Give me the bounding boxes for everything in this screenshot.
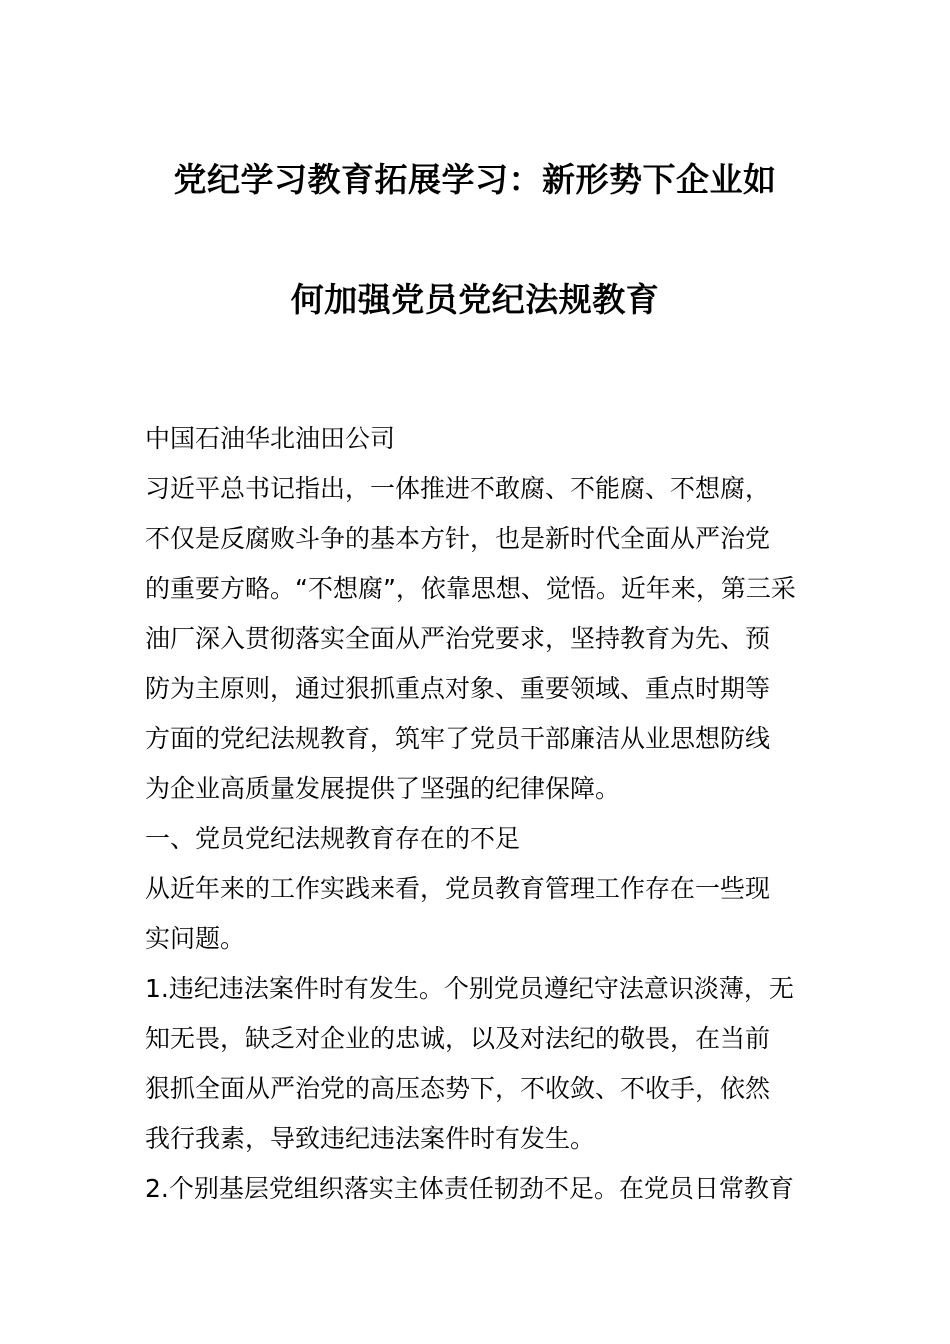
paragraph-line: 油厂深入贯彻落实全面从严治党要求，坚持教育为先、预 — [145, 624, 771, 653]
paragraph-line: 我行我素，导致违纪违法案件时有发生。 — [145, 1124, 596, 1153]
paragraph-line: 知无畏，缺乏对企业的忠诚，以及对法纪的敬畏，在当前 — [145, 1024, 771, 1053]
paragraph-line: 方面的党纪法规教育，筑牢了党员干部廉洁从业思想防线 — [145, 724, 771, 753]
author-line — [145, 414, 807, 464]
paragraph-line: 1.违纪违法案件时有发生。个别党员遵纪守法意识淡薄，无 — [145, 974, 794, 1003]
paragraph-line: 狠抓全面从严治党的高压态势下，不收敛、不收手，依然 — [145, 1074, 771, 1103]
paragraph-line: 为企业高质量发展提供了坚强的纪律保障。 — [145, 774, 621, 803]
paragraph-item-2 — [145, 1164, 807, 1214]
paragraph-line: 的重要方略。“不想腐”，依靠思想、觉悟。近年来，第三采 — [145, 574, 796, 603]
document-title-line-1: 党纪学习教育拓展学习：新形势下企业如 — [173, 160, 777, 199]
paragraph-line: 习近平总书记指出，一体推进不敢腐、不能腐、不想腐， — [145, 474, 771, 503]
paragraph-line: 防为主原则，通过狠抓重点对象、重要领域、重点时期等 — [145, 674, 771, 703]
author-text: 中国石油华北油田公司 — [145, 424, 396, 453]
paragraph-line: 不仅是反腐败斗争的基本方针，也是新时代全面从严治党 — [145, 524, 771, 553]
section-heading — [145, 814, 807, 864]
section-heading-text: 一、党员党纪法规教育存在的不足 — [145, 824, 521, 853]
paragraph-line: 实问题。 — [145, 924, 246, 953]
paragraph-intro — [145, 464, 807, 814]
paragraph-line: 2.个别基层党组织落实主体责任韧劲不足。在党员日常教育 — [145, 1174, 794, 1203]
paragraph-practice — [145, 864, 807, 964]
paragraph-item-1 — [145, 964, 807, 1164]
paragraph-line: 从近年来的工作实践来看，党员教育管理工作存在一些现 — [145, 874, 771, 903]
document-title-line-2: 何加强党员党纪法规教育 — [290, 280, 660, 319]
